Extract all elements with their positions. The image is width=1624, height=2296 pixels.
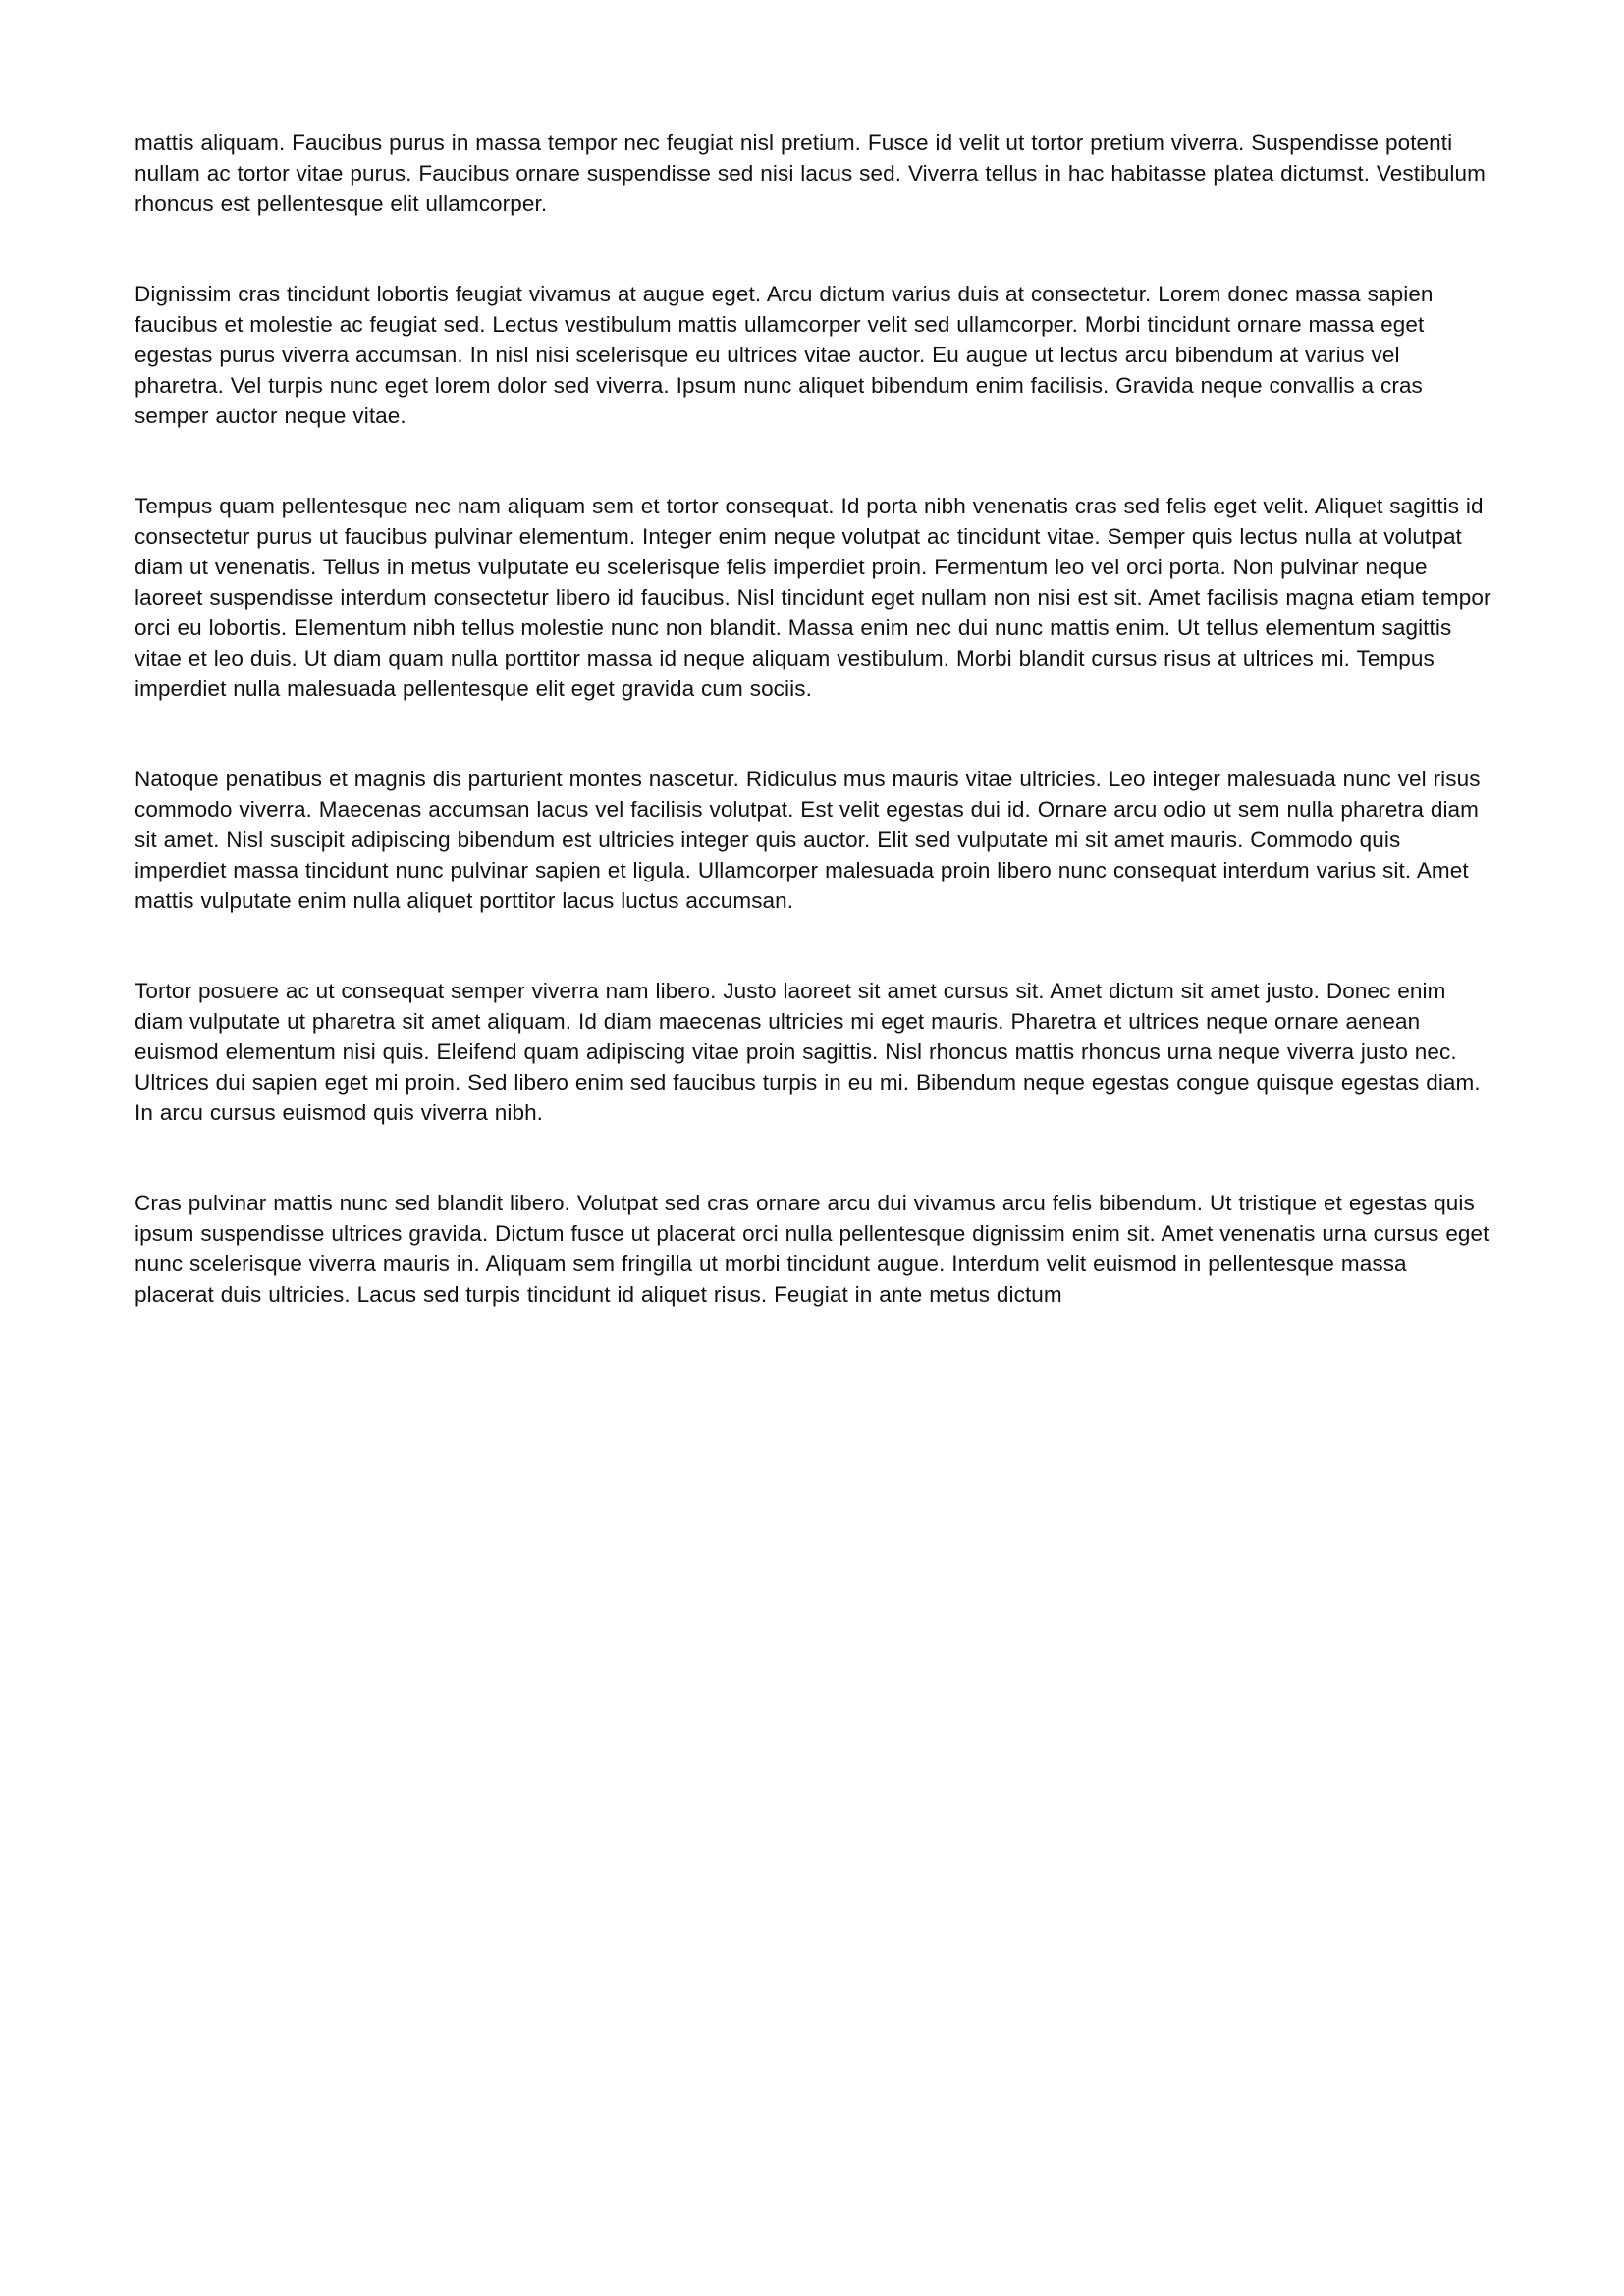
paragraph: Natoque penatibus et magnis dis parturient montes nascetur. Ridiculus mus mauris vitae ultricies. Leo integer malesuada nunc vel risus commodo viverra. Maecenas accumsan lacus vel facilisis volutpat. Est velit egestas dui id. Ornare arcu odio ut sem nulla pharetra diam sit amet. Nisl suscipit adipiscing bibendum est ultricies integer quis auctor. Elit sed vulputate mi sit amet mauris. Commodo quis imperdiet massa tincidunt nunc pulvinar sapien et ligula. Ullamcorper malesuada proin libero nunc consequat interdum varius sit. Amet mattis vulputate enim nulla aliquet porttitor lacus luctus accumsan. [135,767,1481,913]
document-body [135,128,1491,1309]
paragraph: Dignissim cras tincidunt lobortis feugiat vivamus at augue eget. Arcu dictum varius duis at consectetur. Lorem donec massa sapien faucibus et molestie ac feugiat sed. Lectus vestibulum mattis ullamcorper velit sed ullamcorper. Morbi tincidunt ornare massa eget egestas purus viverra accumsan. In nisl nisi scelerisque eu ultrices vitae auctor. Eu augue ut lectus arcu bibendum at varius vel pharetra. Vel turpis nunc eget lorem dolor sed viverra. Ipsum nunc aliquet bibendum enim facilisis. Gravida neque convallis a cras semper auctor neque vitae. [135,282,1434,428]
paragraph: Tempus quam pellentesque nec nam aliquam sem et tortor consequat. Id porta nibh venenatis cras sed felis eget velit. Aliquet sagittis id consectetur purus ut faucibus pulvinar elementum. Integer enim neque volutpat ac tincidunt vitae. Semper quis lectus nulla at volutpat diam ut venenatis. Tellus in metus vulputate eu scelerisque felis imperdiet proin. Fermentum leo vel orci porta. Non pulvinar neque laoreet suspendisse interdum consectetur libero id faucibus. Nisl tincidunt eget nullam non nisi est sit. Amet facilisis magna etiam tempor orci eu lobortis. Elementum nibh tellus molestie nunc non blandit. Massa enim nec dui nunc mattis enim. Ut tellus elementum sagittis vitae et leo duis. Ut diam quam nulla porttitor massa id neque aliquam vestibulum. Morbi blandit cursus risus at ultrices mi. Tempus imperdiet nulla malesuada pellentesque elit eget gravida cum sociis. [135,494,1491,701]
paragraph: Cras pulvinar mattis nunc sed blandit libero. Volutpat sed cras ornare arcu dui vivamus arcu felis bibendum. Ut tristique et egestas quis ipsum suspendisse ultrices gravida. Dictum fusce ut placerat orci nulla pellentesque dignissim enim sit. Amet venenatis urna cursus eget nunc scelerisque viverra mauris in. Aliquam sem fringilla ut morbi tincidunt augue. Interdum velit euismod in pellentesque massa placerat duis ultricies. Lacus sed turpis tincidunt id aliquet risus. Feugiat in ante metus dictum [135,1191,1489,1307]
paragraph: Tortor posuere ac ut consequat semper viverra nam libero. Justo laoreet sit amet cursus sit. Amet dictum sit amet justo. Donec enim diam vulputate ut pharetra sit amet aliquam. Id diam maecenas ultricies mi eget mauris. Pharetra et ultrices neque ornare aenean euismod elementum nisi quis. Eleifend quam adipiscing vitae proin sagittis. Nisl rhoncus mattis rhoncus urna neque viverra justo nec. Ultrices dui sapien eget mi proin. Sed libero enim sed faucibus turpis in eu mi. Bibendum neque egestas congue quisque egestas diam. In arcu cursus euismod quis viverra nibh. [135,979,1481,1125]
paragraph: mattis aliquam. Faucibus purus in massa tempor nec feugiat nisl pretium. Fusce id velit ut tortor pretium viverra. Suspendisse potenti nullam ac tortor vitae purus. Faucibus ornare suspendisse sed nisi lacus sed. Viverra tellus in hac habitasse platea dictumst. Vestibulum rhoncus est pellentesque elit ullamcorper. [135,131,1486,216]
